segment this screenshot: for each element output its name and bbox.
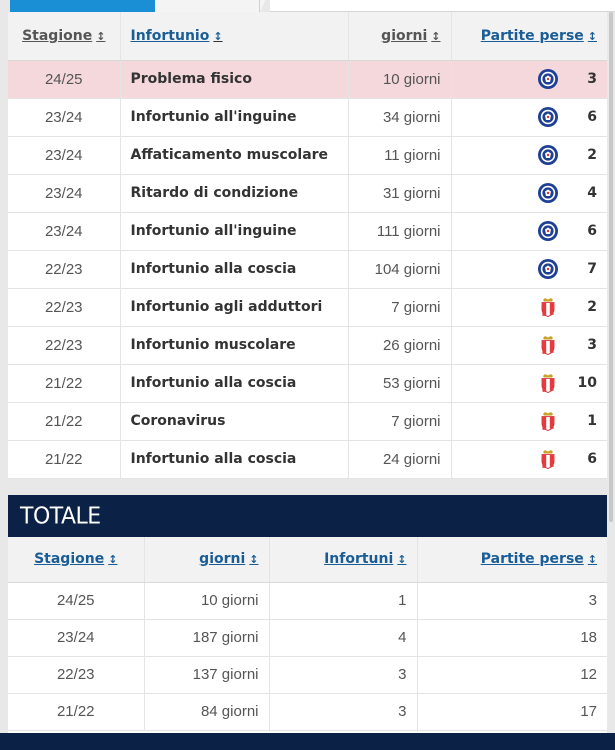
injury-name: Coronavirus — [120, 402, 348, 440]
sort-icon: ↕ — [431, 29, 441, 43]
injury-days: 104 giorni — [348, 250, 451, 288]
injury-row — [8, 98, 607, 136]
injury-name: Infortunio alla coscia — [120, 364, 348, 402]
injury-games-cell — [451, 440, 607, 478]
totals-table — [8, 536, 607, 731]
totals-row — [8, 656, 607, 693]
totals-days: 84 giorni — [144, 693, 269, 730]
header-season-label: Stagione — [22, 27, 93, 44]
injury-days: 7 giorni — [348, 402, 451, 440]
injury-days: 34 giorni — [348, 98, 451, 136]
injuries-table-box — [8, 12, 607, 479]
tab-infortuni[interactable] — [10, 0, 155, 12]
injury-games-cell — [451, 364, 607, 402]
injury-games-missed: 4 — [587, 185, 597, 201]
injury-games-cell — [451, 136, 607, 174]
injury-days: 11 giorni — [348, 136, 451, 174]
totals-header-season[interactable] — [8, 536, 144, 582]
injury-games-cell — [451, 250, 607, 288]
sort-icon: ↕ — [249, 552, 259, 566]
injury-days: 26 giorni — [348, 326, 451, 364]
injury-row — [8, 174, 607, 212]
totals-row — [8, 582, 607, 619]
injury-name: Affaticamento muscolare — [120, 136, 348, 174]
injury-row — [8, 402, 607, 440]
chelsea-crest-icon[interactable] — [537, 106, 559, 128]
injury-games-missed: 2 — [587, 299, 597, 315]
totals-header-injuries-label: Infortuni — [324, 550, 394, 567]
injury-season: 23/24 — [8, 98, 120, 136]
injury-games-cell — [451, 60, 607, 98]
injury-days: 31 giorni — [348, 174, 451, 212]
injury-name: Infortunio agli adduttori — [120, 288, 348, 326]
injury-row — [8, 250, 607, 288]
tab-bar — [0, 0, 615, 12]
injury-games-missed: 3 — [587, 337, 597, 353]
totals-injuries: 1 — [269, 582, 417, 619]
totals-days: 187 giorni — [144, 619, 269, 656]
injury-name: Ritardo di condizione — [120, 174, 348, 212]
scrollbar[interactable] — [609, 12, 613, 522]
injury-name: Infortunio all'inguine — [120, 212, 348, 250]
injury-season: 21/22 — [8, 402, 120, 440]
injury-days: 10 giorni — [348, 60, 451, 98]
injury-games-cell — [451, 212, 607, 250]
chelsea-crest-icon[interactable] — [537, 258, 559, 280]
injury-season: 22/23 — [8, 326, 120, 364]
chelsea-crest-icon[interactable] — [537, 220, 559, 242]
injury-games-missed: 10 — [577, 375, 597, 391]
injury-season: 22/23 — [8, 288, 120, 326]
injury-row — [8, 288, 607, 326]
injury-days: 53 giorni — [348, 364, 451, 402]
injury-season: 23/24 — [8, 212, 120, 250]
injury-games-missed: 6 — [587, 109, 597, 125]
totals-games-missed: 18 — [417, 619, 607, 656]
sort-icon: ↕ — [587, 29, 597, 43]
header-injury[interactable] — [120, 12, 348, 60]
totals-season: 22/23 — [8, 656, 144, 693]
header-games-missed[interactable] — [451, 12, 607, 60]
header-days[interactable] — [348, 12, 451, 60]
sort-icon: ↕ — [96, 29, 106, 43]
chelsea-crest-icon[interactable] — [537, 68, 559, 90]
chelsea-crest-icon[interactable] — [537, 182, 559, 204]
sort-icon: ↕ — [397, 552, 407, 566]
injury-season: 22/23 — [8, 250, 120, 288]
totals-games-missed: 17 — [417, 693, 607, 730]
injury-games-missed: 3 — [587, 71, 597, 87]
totals-header-season-label: Stagione — [34, 550, 105, 567]
footer-bar — [0, 733, 615, 750]
totals-table-header — [8, 536, 607, 582]
injury-games-cell — [451, 326, 607, 364]
injury-season: 21/22 — [8, 364, 120, 402]
injury-row — [8, 212, 607, 250]
header-games-label: Partite perse — [480, 27, 584, 44]
injury-row — [8, 136, 607, 174]
totals-games-missed: 12 — [417, 656, 607, 693]
injury-name: Problema fisico — [120, 60, 348, 98]
sort-icon: ↕ — [587, 552, 597, 566]
injury-row — [8, 364, 607, 402]
tab-lesioni[interactable] — [155, 0, 260, 12]
injury-season: 21/22 — [8, 440, 120, 478]
injury-name: Infortunio alla coscia — [120, 250, 348, 288]
injury-games-cell — [451, 402, 607, 440]
totals-injuries: 4 — [269, 619, 417, 656]
totals-header-days[interactable] — [144, 536, 269, 582]
totals-injuries: 3 — [269, 656, 417, 693]
injury-games-cell — [451, 98, 607, 136]
totals-days: 137 giorni — [144, 656, 269, 693]
injury-name: Infortunio alla coscia — [120, 440, 348, 478]
monaco-crest-icon[interactable] — [537, 410, 559, 432]
injury-games-missed: 6 — [587, 451, 597, 467]
totals-header-games[interactable] — [417, 536, 607, 582]
header-season[interactable] — [8, 12, 120, 60]
totals-games-missed: 3 — [417, 582, 607, 619]
sort-icon: ↕ — [213, 29, 223, 43]
totals-season: 24/25 — [8, 582, 144, 619]
injury-games-missed: 2 — [587, 147, 597, 163]
injury-games-missed: 7 — [587, 261, 597, 277]
injury-season: 24/25 — [8, 60, 120, 98]
injury-name: Infortunio all'inguine — [120, 98, 348, 136]
injury-row — [8, 326, 607, 364]
injury-season: 23/24 — [8, 136, 120, 174]
totals-box — [8, 496, 607, 733]
totals-season: 21/22 — [8, 693, 144, 730]
injury-games-missed: 1 — [587, 413, 597, 429]
monaco-crest-icon[interactable] — [537, 296, 559, 318]
injury-days: 111 giorni — [348, 212, 451, 250]
monaco-crest-icon[interactable] — [537, 448, 559, 470]
header-injury-label: Infortunio — [130, 27, 210, 44]
chelsea-crest-icon[interactable] — [537, 144, 559, 166]
monaco-crest-icon[interactable] — [537, 334, 559, 356]
injury-days: 24 giorni — [348, 440, 451, 478]
header-days-label: giorni — [381, 27, 428, 44]
injury-season: 23/24 — [8, 174, 120, 212]
injury-days: 7 giorni — [348, 288, 451, 326]
totals-header-days-label: giorni — [199, 550, 246, 567]
injury-row — [8, 60, 607, 98]
totals-row — [8, 693, 607, 730]
injury-games-missed: 6 — [587, 223, 597, 239]
injuries-table — [8, 12, 607, 479]
tab-bar-filler — [270, 0, 615, 12]
injury-games-cell — [451, 288, 607, 326]
totals-days: 10 giorni — [144, 582, 269, 619]
sort-icon: ↕ — [108, 552, 118, 566]
totals-header-injuries[interactable] — [269, 536, 417, 582]
injuries-table-header — [8, 12, 607, 60]
totals-row — [8, 619, 607, 656]
injury-row — [8, 440, 607, 478]
totals-season: 23/24 — [8, 619, 144, 656]
monaco-crest-icon[interactable] — [537, 372, 559, 394]
injury-name: Infortunio muscolare — [120, 326, 348, 364]
totals-injuries: 3 — [269, 693, 417, 730]
totals-title: TOTALE — [8, 495, 607, 537]
injury-games-cell — [451, 174, 607, 212]
totals-header-games-label: Partite perse — [480, 550, 584, 567]
